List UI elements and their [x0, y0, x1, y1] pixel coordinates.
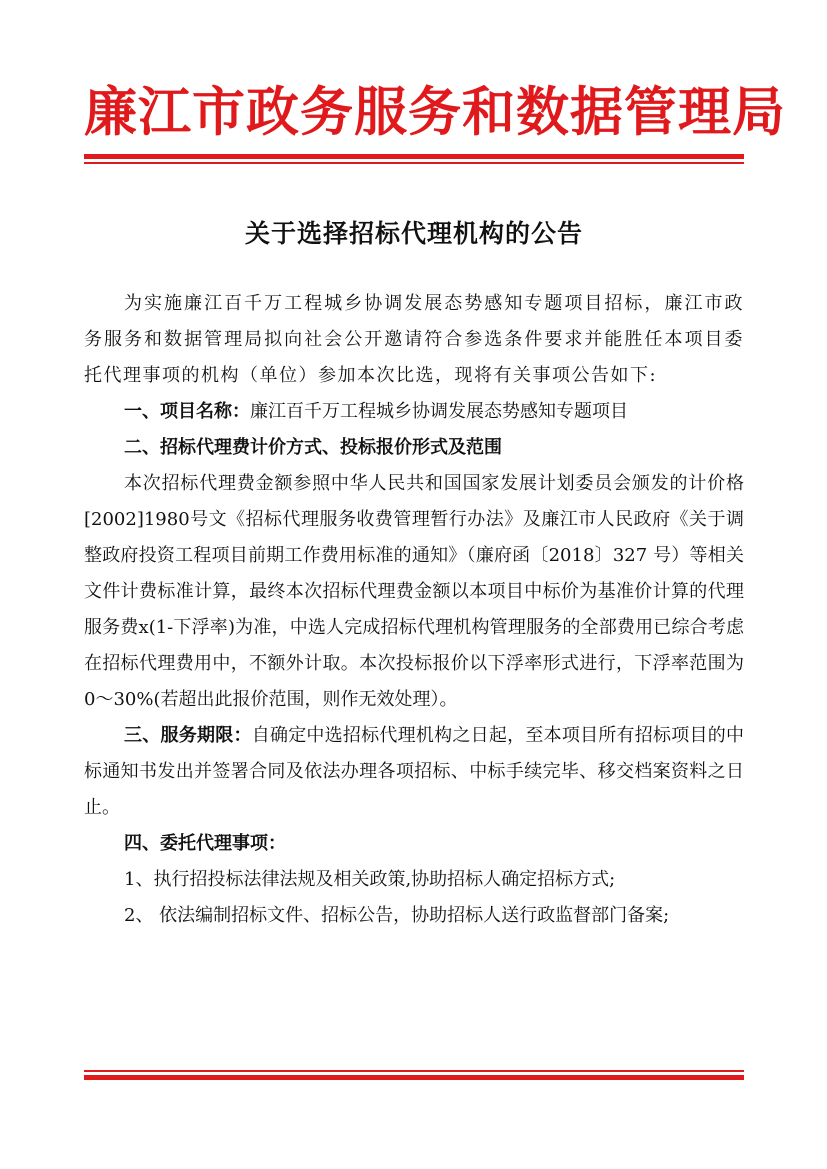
footer-rule-thick — [84, 1075, 744, 1080]
section-1-heading: 一、项目名称： — [124, 401, 250, 422]
letterhead-org-name: 廉江市政务服务和数据管理局 — [84, 81, 786, 143]
section-4-item: 1、执行招投标法律法规及相关政策,协助招标人确定招标方式; — [124, 869, 616, 890]
section-3-heading: 三、服务期限： — [124, 725, 252, 746]
announcement-body — [84, 286, 744, 934]
section-3 — [84, 718, 744, 826]
section-4-heading: 四、委托代理事项： — [124, 833, 286, 854]
letterhead-rule-thin — [84, 162, 744, 164]
announcement-title: 关于选择招标代理机构的公告 — [244, 219, 583, 248]
intro-paragraph: 为实施廉江百千万工程城乡协调发展态势感知专题项目招标，廉江市政务服务和数据管理局拟向社会公开邀请符合参选条件要求并能胜任本项目委托代理事项的机构（单位）参加本次比选，现将有关事项公告如下: — [84, 293, 744, 386]
section-1-text: 廉江百千万工程城乡协调发展态势感知专题项目 — [250, 401, 628, 422]
footer-rule-thin — [84, 1070, 744, 1072]
section-4-item: 2、 依法编制招标文件、招标公告，协助招标人送行政监督部门备案; — [124, 905, 670, 926]
section-2-text: 本次招标代理费金额参照中华人民共和国国家发展计划委员会颁发的计价格[2002]1980号文《招标代理服务收费管理暂行办法》及廉江市人民政府《关于调整政府投资工程项目前期工作费用标准的通知》（廉府函〔2018〕327 号）等相关文件计费标准计算，最终本次招标代理费金额以本项目中标价为基准价计算的代理服务费x(1-下浮率)为准，中选人完成招标代理机构管理服务的全部费用已综合考虑在招标代理费用中，不额外计取。本次投标报价以下浮率形式进行，下浮率范围为 0～30%(若超出此报价范围，则作无效处理）。 — [84, 473, 744, 710]
section-3-text: 自确定中选招标代理机构之日起，至本项目所有招标项目的中标通知书发出并签署合同及依法办理各项招标、中标手续完毕、移交档案资料之日止。 — [84, 725, 745, 818]
section-1 — [84, 394, 744, 430]
letterhead-rule-thick — [84, 154, 744, 159]
section-2-heading: 二、招标代理费计价方式、投标报价形式及范围 — [124, 437, 502, 458]
